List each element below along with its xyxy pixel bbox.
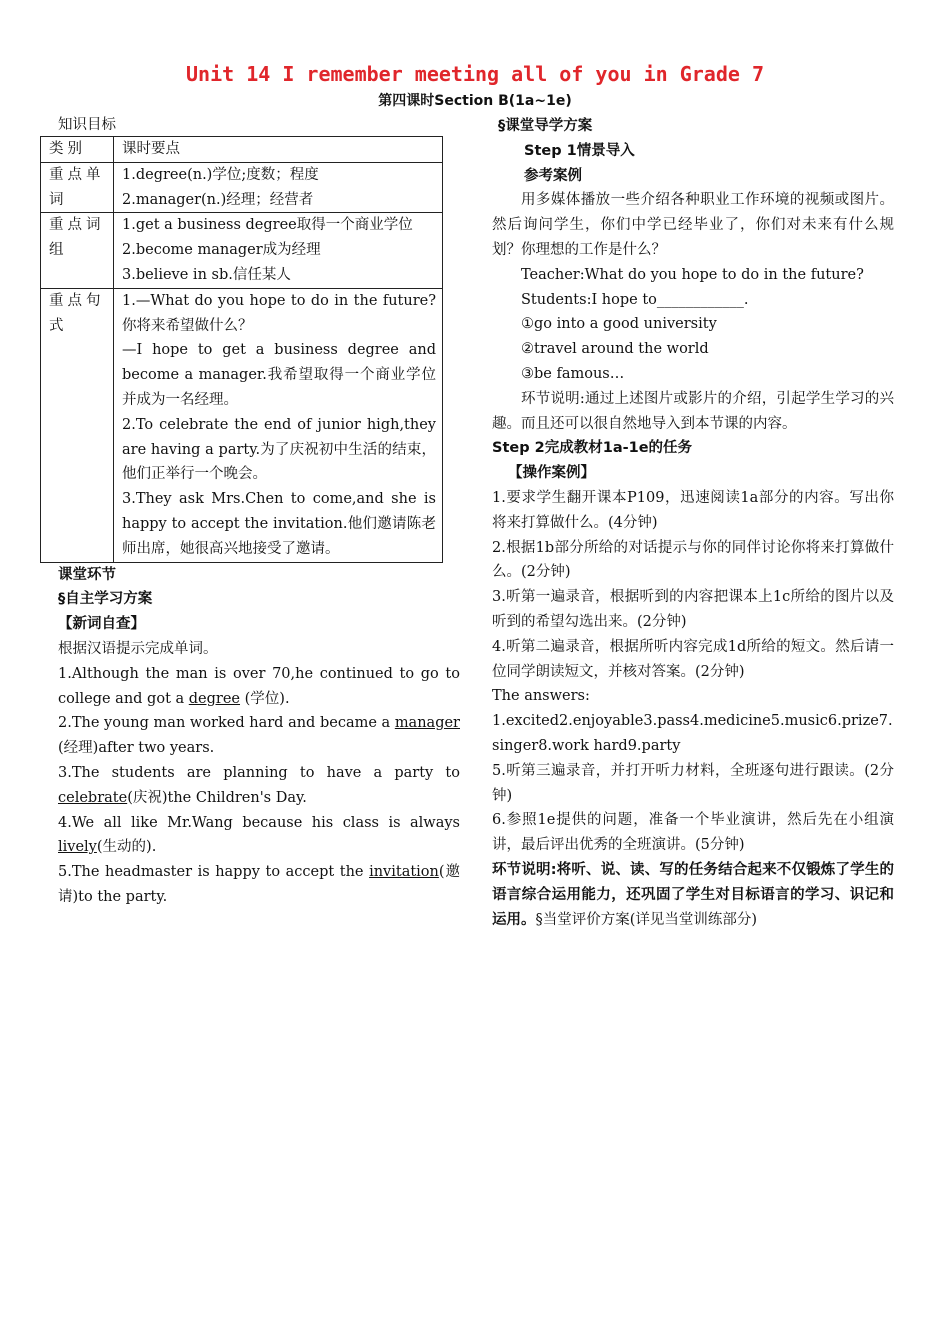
knowledge-table <box>40 136 443 563</box>
table-cell-points <box>114 213 443 288</box>
right-column <box>492 114 894 932</box>
students-line <box>492 288 894 313</box>
exercise-text: 1.Although the man is over 70,he continued to go to college and got a <box>58 665 460 707</box>
exercise-hint: (经理)after two years. <box>58 740 215 757</box>
students-text: Students:I hope to <box>521 291 657 308</box>
table-line: 3.They ask Mrs.Chen to come,and she is happy to accept the invitation.他们邀请陈老师出席，她很高兴地接受了邀请。 <box>122 491 436 557</box>
task-item: 4.听第二遍录音，根据所听内容完成1d所给的短文。然后请一位同学朗读短文，并核对答案。(2分钟) <box>492 638 894 680</box>
task-item: 6.参照1e提供的问题，准备一个毕业演讲，然后先在小组演讲，最后评出优秀的全班演讲。(5分钟) <box>492 812 894 854</box>
section-self-heading: §自主学习方案 <box>58 591 153 608</box>
exercise-text: 5.The headmaster is happy to accept the <box>58 864 370 881</box>
table-row <box>41 213 443 288</box>
table-cell-points <box>114 162 443 213</box>
section-class-heading: 课堂环节 <box>58 566 116 583</box>
exercise-hint: (邀请)to the party. <box>58 864 460 905</box>
option-item: ①go into a good university <box>521 316 717 333</box>
new-words-heading: 【新词自查】 <box>58 616 145 633</box>
instruction-text: 根据汉语提示完成单词。 <box>58 640 218 657</box>
step2-note-tail: §当堂评价方案(详见当堂训练部分) <box>535 911 758 928</box>
task-item: 5.听第三遍录音，并打开听力材料，全班逐句进行跟读。(2分钟) <box>492 762 894 804</box>
step2-heading: Step 2完成教材1a-1e的任务 <box>492 440 693 457</box>
students-period: . <box>743 291 749 308</box>
table-cell-category: 重点词组 <box>41 213 114 288</box>
table-cell-category: 重点句式 <box>41 288 114 562</box>
table-line: —I hope to get a business degree and become a manager.我希望取得一个商业学位并成为一名经理。 <box>122 342 436 408</box>
exercise-answer: degree <box>188 690 241 707</box>
exercise-text: 2.The young man worked hard and became a <box>58 715 395 732</box>
table-row <box>41 162 443 213</box>
step1-note: 环节说明:通过上述图片或影片的介绍，引起学生学习的兴趣。而且还可以很自然地导入到本节课的内容。 <box>492 390 894 432</box>
table-line: 1.get a business degree取得一个商业学位 <box>122 217 413 234</box>
reference-case-heading: 参考案例 <box>524 167 582 184</box>
table-header-points: 课时要点 <box>114 137 443 163</box>
exercise-hint: (学位). <box>240 690 290 707</box>
table-row <box>41 288 443 562</box>
teacher-line: Teacher:What do you hope to do in the future? <box>521 266 864 283</box>
step2-note <box>492 858 894 932</box>
table-line: 2.become manager成为经理 <box>122 242 321 259</box>
exercise-text: 4.We all like Mr.Wang because his class is always <box>58 814 460 831</box>
section-guide-heading: §课堂导学方案 <box>498 118 593 134</box>
answers-label: The answers: <box>492 688 590 705</box>
exercise-item <box>58 662 460 712</box>
exercise-hint: (生动的). <box>96 839 157 856</box>
left-column <box>40 114 460 910</box>
table-line: 3.believe in sb.信任某人 <box>122 266 291 283</box>
operation-case-heading: 【操作案例】 <box>508 465 595 482</box>
answers-text: 1.excited2.enjoyable3.pass4.medicine5.music6.prize7.singer8.work hard9.party <box>492 713 893 754</box>
exercise-answer: invitation <box>369 864 439 881</box>
exercise-item <box>58 811 460 861</box>
exercise-answer: celebrate <box>58 789 128 806</box>
exercise-hint: (庆祝)the Children's Day. <box>127 789 307 806</box>
page-subtitle: 第四课时Section B(1a~1e) <box>378 93 572 109</box>
self-study-section <box>40 563 460 910</box>
task-item: 2.根据1b部分所给的对话提示与你的同伴讨论你将来打算做什么。(2分钟) <box>492 539 894 581</box>
table-header-row <box>41 137 443 163</box>
table-header-category: 类别 <box>41 137 114 163</box>
step1-heading: Step 1情景导入 <box>524 142 635 159</box>
table-label: 知识目标 <box>58 117 116 133</box>
table-line: 2.To celebrate the end of junior high,they are having a party.为了庆祝初中生活的结束，他们正举行一个晚会。 <box>122 416 436 483</box>
exercise-item <box>58 711 460 761</box>
table-cell-category: 重点单词 <box>41 162 114 213</box>
table-cell-points <box>114 288 443 562</box>
exercise-text: 3.The students are planning to have a party to <box>58 764 460 781</box>
task-item: 1.要求学生翻开课本P109，迅速阅读1a部分的内容。写出你将来打算做什么。(4分钟) <box>492 489 894 531</box>
task-item: 3.听第一遍录音，根据听到的内容把课本上1c所给的图片以及听到的希望勾选出来。(2分钟) <box>492 589 894 630</box>
step2-note-bold: 环节说明:将听、说、读、写的任务结合起来不仅锻炼了学生的语言综合运用能力，还巩固了学生对目标语言的学习、识记和运用。 <box>492 861 894 928</box>
table-line: 2.manager(n.)经理；经营者 <box>122 191 314 208</box>
exercise-item <box>58 761 460 811</box>
exercise-answer: lively <box>58 839 97 856</box>
table-line: 1.—What do you hope to do in the future?你将来希望做什么？ <box>122 292 436 334</box>
option-item: ③be famous… <box>521 365 625 382</box>
table-line: 1.degree(n.)学位;度数；程度 <box>122 166 319 183</box>
exercise-item <box>58 860 460 910</box>
step1-paragraph: 用多媒体播放一些介绍各种职业工作环境的视频或图片。然后询问学生，你们中学已经毕业了，你们对未来有什么规划？你理想的工作是什么？ <box>492 192 894 258</box>
students-blank: ____________ <box>656 291 744 308</box>
exercise-answer: manager <box>394 715 460 732</box>
option-item: ②travel around the world <box>521 341 709 358</box>
page-title: Unit 14 I remember meeting all of you in Grade 7 <box>186 62 764 86</box>
